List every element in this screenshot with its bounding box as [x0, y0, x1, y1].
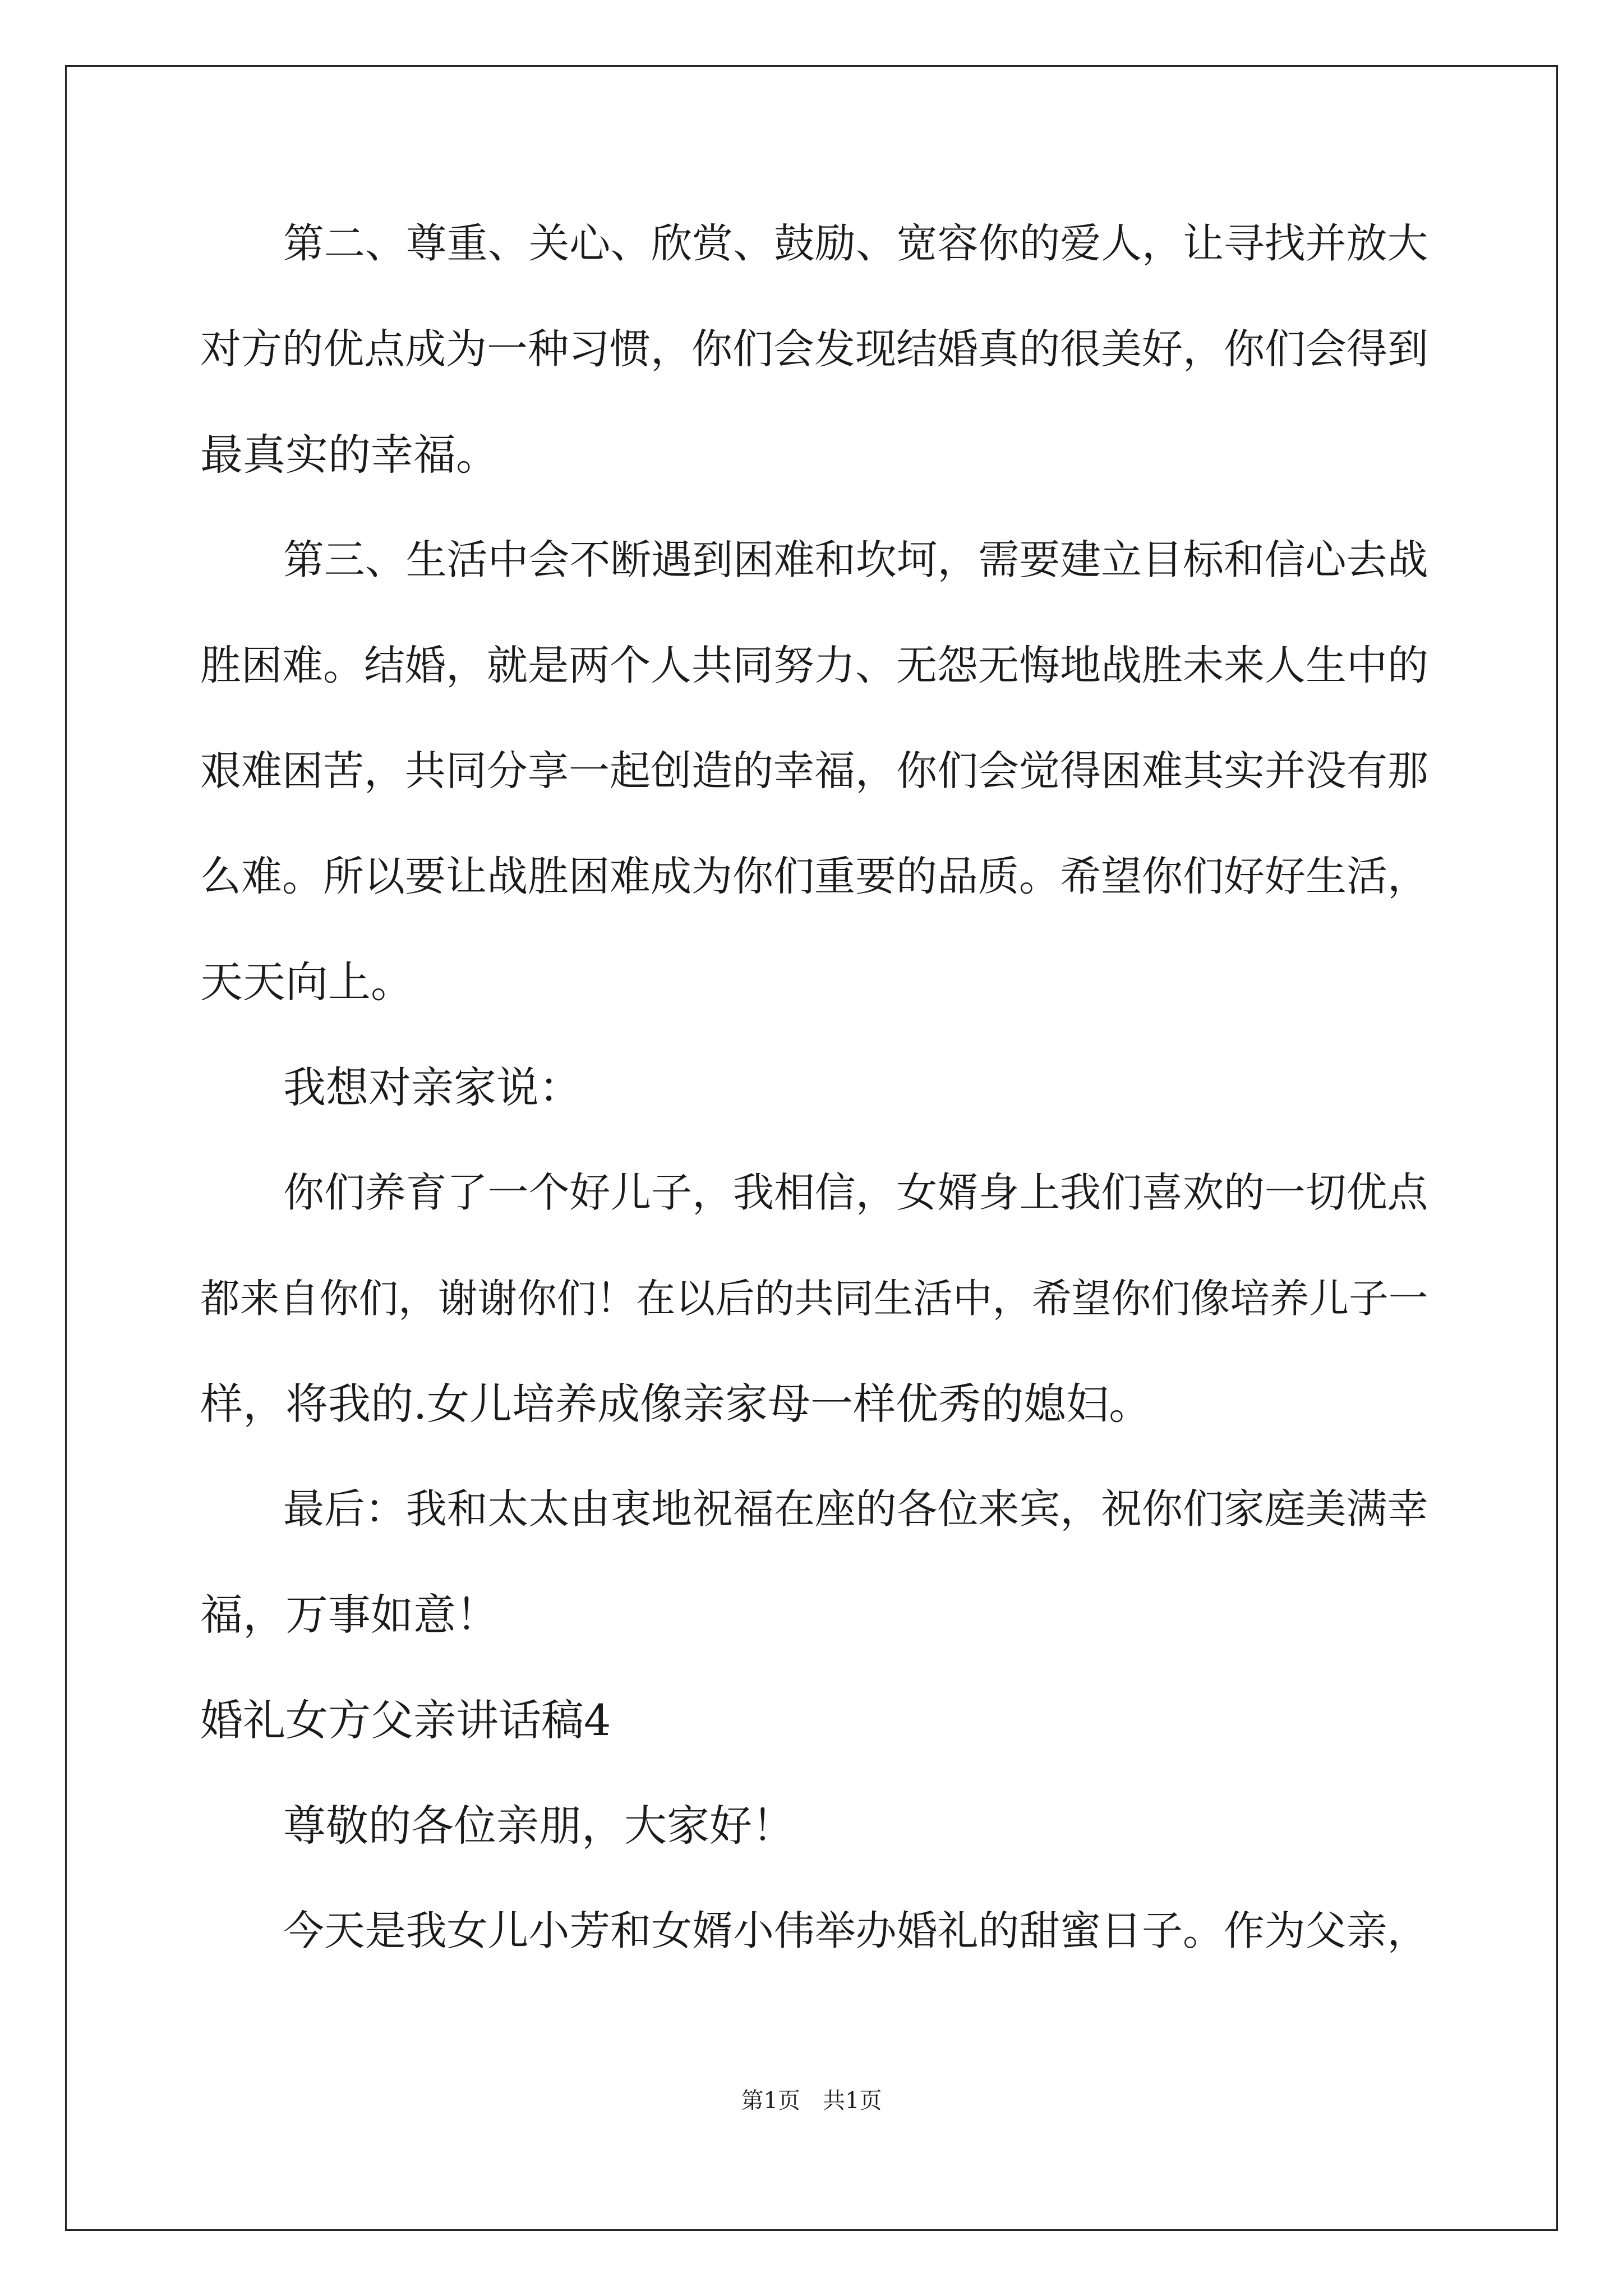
section-heading: 婚礼女方父亲讲话稿4: [200, 1695, 611, 1745]
paragraph-line: 最后：我和太太由衷地祝福在座的各位来宾，祝你们家庭美满幸: [283, 1485, 1428, 1533]
paragraph-line: 么难。所以要让战胜困难成为你们重要的品质。希望你们好好生活，: [200, 853, 1428, 900]
paragraph-line: 最真实的幸福。: [200, 430, 499, 480]
paragraph-line: 福，万事如意！: [200, 1590, 499, 1640]
paragraph-line: 胜困难。结婚，就是两个人共同努力、无怨无悔地战胜未来人生中的: [200, 642, 1428, 689]
page-number-footer: 第1页 共1页: [741, 2088, 882, 2114]
paragraph-line: 第二、尊重、关心、欣赏、鼓励、宽容你的爱人，让寻找并放大: [283, 220, 1428, 268]
paragraph-line: 天天向上。: [200, 957, 413, 1007]
paragraph-line: 今天是我女儿小芳和女婿小伟举办婚礼的甜蜜日子。作为父亲，: [283, 1907, 1428, 1955]
paragraph-line: 都来自你们，谢谢你们！在以后的共同生活中，希望你们像培养儿子一: [200, 1275, 1428, 1322]
paragraph-line: 你们养育了一个好儿子，我相信，女婿身上我们喜欢的一切优点: [283, 1169, 1428, 1217]
paragraph-line: 对方的优点成为一种习惯，你们会发现结婚真的很美好，你们会得到: [200, 325, 1428, 373]
paragraph-line: 尊敬的各位亲朋，大家好！: [283, 1801, 795, 1851]
paragraph-line: 我想对亲家说：: [283, 1062, 582, 1112]
paragraph-line: 艰难困苦，共同分享一起创造的幸福，你们会觉得困难其实并没有那: [200, 747, 1428, 795]
paragraph-line: 第三、生活中会不断遇到困难和坎坷，需要建立目标和信心去战: [283, 536, 1428, 584]
paragraph-line: 样，将我的.女儿培养成像亲家母一样优秀的媳妇。: [200, 1379, 1152, 1429]
